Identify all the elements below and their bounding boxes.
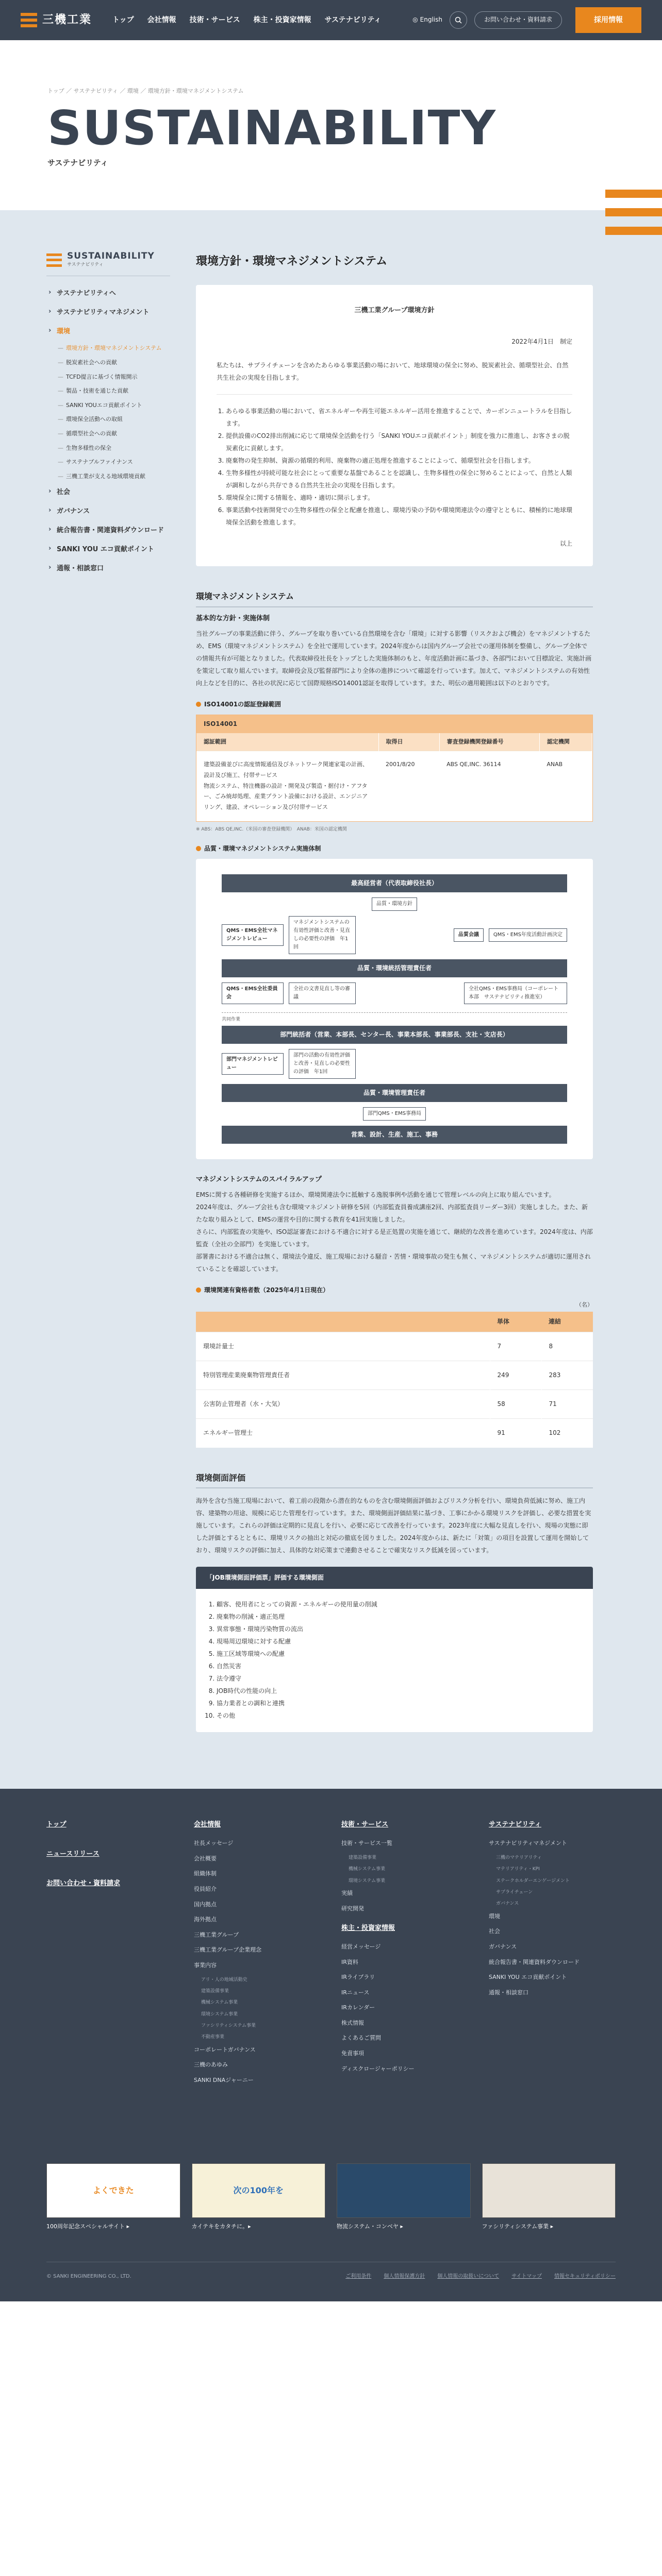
footer-banner[interactable] [192, 2163, 326, 2231]
cert-cell: 283 [541, 1361, 593, 1390]
org-committee-note: 全社の文書見直し等の審議 [289, 982, 356, 1004]
banner-image: よくできた [46, 2163, 180, 2218]
policy-item: 1. あらゆる事業活動の場において、省エネルギーや再生可能エネルギー活用を推進することで、カーボンニュートラルを目指します。 [226, 405, 572, 430]
banner-caption: 100周年記念スペシャルサイト ▸ [46, 2223, 130, 2230]
cert-table [196, 1312, 593, 1448]
org-dept-label: 共同作業 [222, 1017, 241, 1023]
footer-legal-link[interactable]: 情報セキュリティポリシー [554, 2274, 616, 2280]
iso-cell-date: 2001/8/20 [378, 751, 439, 821]
cert-cell: 公害防止管理者（水・大気） [196, 1390, 490, 1419]
footer-sublink[interactable]: ガバナンス [496, 1901, 519, 1907]
iso-col-accreditor: 認定機関 [539, 733, 592, 751]
footer-link[interactable]: 株式情報 [341, 2019, 364, 2026]
org-heading: 品質・環境マネジメントシステム実施体制 [196, 844, 593, 854]
sidebar-title-text: SUSTAINABILITY [67, 251, 155, 261]
footer-sublink[interactable]: 建築設備事業 [349, 1855, 377, 1860]
sidebar-link[interactable]: — 環境方針・環境マネジメントシステム [46, 341, 170, 355]
footer-link[interactable]: IRライブラリ [341, 1974, 375, 1981]
cert-cell: 8 [541, 1332, 593, 1361]
footer-sublink[interactable]: 建築設備事業 [201, 1988, 229, 1994]
sidebar-link[interactable]: — 製品・技術を通じた貢献 [46, 384, 170, 398]
inquiry-button[interactable]: お問い合わせ・資料請求 [474, 11, 562, 28]
footer-link[interactable]: SANKI YOU エコ貢献ポイント [489, 1974, 567, 1981]
content-area [0, 210, 662, 1789]
eval-list [196, 1589, 593, 1732]
footer-link[interactable]: 研究開発 [341, 1905, 364, 1912]
copyright: © SANKI ENGINEERING CO., LTD. [46, 2274, 131, 2280]
footer-link[interactable]: 実績 [341, 1889, 353, 1896]
recruit-button[interactable]: 採用情報 [575, 7, 641, 33]
footer-sublink[interactable]: 環境システム事業 [201, 2011, 238, 2017]
footer-link[interactable]: 社会 [489, 1928, 500, 1935]
footer-main-link[interactable]: お問い合わせ・資料請求 [46, 1879, 121, 1887]
sidebar-item [46, 483, 170, 502]
sidebar-item [46, 427, 170, 441]
sidebar-item [46, 303, 170, 323]
org-dept-review-note: 部門の活動の有効性評価と改善・見直しの必要性の評価 年1回 [289, 1049, 356, 1079]
nav-top[interactable]: トップ [112, 15, 134, 24]
sidebar-link[interactable]: › 社会 [46, 483, 170, 502]
iso-table [196, 715, 593, 822]
footer-link[interactable]: 経営メッセージ [341, 1943, 381, 1950]
footer-link[interactable]: ガバナンス [489, 1943, 517, 1950]
footer-banner[interactable] [46, 2163, 180, 2231]
footer-col-title[interactable]: 会社情報 [194, 1821, 221, 1829]
cert-cell: 91 [490, 1419, 541, 1448]
sidebar-title [46, 251, 170, 276]
sidebar-link[interactable]: — 循環型社会への貢献 [46, 427, 170, 441]
footer-link[interactable]: 三機工業グループ企業理念 [194, 1946, 262, 1954]
iso-note: ※ ABS：ABS QE,INC.（米国の審査登録機関） ANAB：米国の認定機関 [196, 827, 347, 833]
logo[interactable] [21, 11, 92, 29]
hero-title: SUSTAINABILITY [47, 100, 497, 156]
footer-sublink[interactable]: マテリアリティ・KPI [496, 1867, 540, 1872]
spiral-text: EMSに関する各種研修を実施するほか、環境関連法令に抵触する逸脱事例や活動を通じて管理レベルの向上に取り組んでいます。 2024年度は、グループ会社も含む環境マネジメント研修を5回（内部監査員養成講座2回、内部監査員リーダー3回）実施しました。また、新たな取り組みとして、EMSの運営や目的に関する教育を41回実施しました。 さらに、内部監査の実施や、ISO認証審査における不適合に対する是正処置の実施を通じて、継続的な改善を進めています。2024年度は、内部監査（全社の全部門）を実施しています。 部署書における不適合は無く、環境法令違反、施工現場における騒音・苦情・環境事故の発生も無く、マネジメントシステムが適切に運用されていることを確認しています。 [196, 1191, 593, 1273]
eval-item: 9. 協力業者との調和と連携 [217, 1697, 583, 1709]
iso-col-date: 取得日 [378, 733, 439, 751]
footer-link[interactable]: 組織体制 [194, 1870, 217, 1877]
page-title: 環境方針・環境マネジメントシステム [196, 255, 388, 268]
sidebar-link[interactable]: — 環境保全活動への取組 [46, 412, 170, 427]
eval-heading: 環境側面評価 [196, 1471, 593, 1489]
search-icon [455, 16, 462, 24]
breadcrumb: トップ ／ サステナビリティ ／ 環境 ／ 環境方針・環境マネジメントシステム [47, 88, 244, 94]
footer-sublink[interactable]: 不動産事業 [201, 2035, 225, 2040]
footer-legal-link[interactable]: 個人情報の取扱いについて [437, 2274, 500, 2280]
sidebar-link[interactable]: › 通報・相談窓口 [46, 560, 170, 579]
org-chart [196, 859, 593, 1159]
eval-item: 6. 自然災害 [217, 1660, 583, 1672]
footer-sublink[interactable]: 三機のマテリアリティ [496, 1855, 542, 1860]
policy-title: 三機工業グループ環境方針 [354, 307, 435, 315]
footer-sublink[interactable]: アリ・人の地域活動史 [201, 1977, 247, 1982]
footer-col-company [194, 1820, 321, 2091]
sidebar-item [46, 502, 170, 521]
sidebar-link[interactable]: › 統合報告書・関連資料ダウンロード [46, 521, 170, 540]
org-dept-office: 部門QMS・EMS事務局 [363, 1107, 426, 1121]
footer-link[interactable]: よくあるご質問 [341, 2035, 381, 2042]
nav-company[interactable]: 会社情報 [147, 15, 176, 24]
cert-col-header: 単体 [490, 1312, 541, 1332]
eval-item: 1. 顧客、使用者にとっての資源・エネルギーの使用量の削減 [217, 1598, 583, 1611]
sidebar-item [46, 370, 170, 384]
sidebar-nav [46, 284, 170, 578]
policy-list [226, 405, 572, 529]
sidebar [46, 251, 170, 1732]
site-header [0, 0, 662, 40]
ems-heading: 環境マネジメントシステム [196, 590, 593, 607]
footer-link[interactable]: 会社概要 [194, 1855, 217, 1862]
eval-item: 5. 施工区域等環境への配慮 [217, 1648, 583, 1660]
banner-caption: 物流システム・コンベヤ ▸ [337, 2223, 403, 2230]
sidebar-link[interactable]: — SANKI YOUエコ貢献ポイント [46, 398, 170, 413]
sidebar-item [46, 412, 170, 427]
sidebar-item [46, 323, 170, 342]
ems-subheading: 基本的な方針・実施体制 [196, 614, 270, 622]
footer-legal-links [345, 2273, 616, 2281]
org-review-note: マネジメントシステムの有効性評価と改善・見直しの必要性の評価 年1回 [289, 916, 356, 954]
banner-image: 次の100年を [192, 2163, 326, 2218]
org-council: 品質会議 [454, 928, 484, 942]
sidebar-link[interactable]: — TCFD提言に基づく情報開示 [46, 370, 170, 384]
footer-banners [46, 2163, 616, 2231]
sidebar-link[interactable]: › 環境 [46, 323, 170, 342]
cert-cell: 7 [490, 1332, 541, 1361]
globe-icon: ◎ [412, 16, 418, 24]
page-hero [0, 40, 662, 210]
logo-mark-icon [21, 13, 37, 27]
footer-link[interactable]: 免責事項 [341, 2050, 364, 2057]
policy-card [196, 285, 593, 566]
iso-table-label: ISO14001 [196, 715, 592, 733]
policy-item: 3. 廃棄物の発生抑制、資源の循環的利用、廃棄物の適正処理を推進することによって、循環型社会を目指します。 [226, 454, 572, 467]
footer-link[interactable]: 環境 [489, 1912, 500, 1920]
cert-cell: 102 [541, 1419, 593, 1448]
eval-item: 4. 現場周辺環境に対する配慮 [217, 1635, 583, 1648]
org-mid: 品質・環境統括管理責任者 [222, 959, 567, 977]
sidebar-item [46, 560, 170, 579]
footer-sublink[interactable]: ファシリティシステム事業 [201, 2023, 256, 2029]
cert-cell: 249 [490, 1361, 541, 1390]
iso-cell-registrar: ABS QE,INC. 36114 [439, 751, 539, 821]
footer-link[interactable]: ディスクロージャーポリシー [341, 2065, 415, 2072]
footer-link[interactable]: IRカレンダー [341, 2004, 375, 2011]
eval-item: 7. 法令遵守 [217, 1672, 583, 1685]
footer-link[interactable]: IR資料 [341, 1958, 358, 1965]
policy-item: 5. 環境保全に関する情報を、適時・適切に開示します。 [226, 492, 572, 504]
footer-link[interactable]: 三機のあゆみ [194, 2061, 228, 2069]
org-dept: 部門統括者（営業、本部長、センター長、事業本部長、事業部長、支社・支店長） [222, 1026, 567, 1044]
eval-item: 8. JOB時代の性能の向上 [217, 1685, 583, 1697]
sidebar-item [46, 540, 170, 560]
footer-main-link[interactable]: トップ [46, 1821, 67, 1829]
eval-item: 2. 廃棄物の削減・適正処理 [217, 1611, 583, 1623]
footer-sublink[interactable]: サプライチェーン [496, 1889, 533, 1895]
hero-subtitle: サステナビリティ [47, 158, 108, 167]
language-label: English [420, 16, 442, 24]
cert-col-header: 連結 [541, 1312, 593, 1332]
banner-caption: カイテキをカタチに。▸ [191, 2223, 251, 2230]
eval-text: 海外を含む当施工現場において、着工前の段階から潜在的なものを含む環境側面評価およびリスク分析を行い、環境負荷低減に努め、施工内容、建築物の用途、規模に応じた管理を行っています。また、環境側面評価結果に基づき、工事にかかる環境リスクを評価し、必要な措置を実施しています。これらの評価は定期的に見直しを行い、必要に応じて改善を行っています。2023年度に大幅な見直しを行い、現場の実態に即した評価とするとともに、環境リスクの抽出と対応の徹底を図りました。2024年度からは、新たに「対策」の項目を設置して運用を開始しており、環境リスクの評価に加え、具体的な対応策まで連動させることで確実なリスク低減を図っています。 [196, 1497, 591, 1554]
org-office: 全社QMS・EMS事務局（コーポレート本部 サステナビリティ推進室） [464, 982, 567, 1004]
eval-box [196, 1567, 593, 1732]
org-bottom: 営業、設計、生産、施工、事務 [222, 1126, 567, 1144]
footer-col-title[interactable]: 技術・サービス [341, 1821, 389, 1829]
org-council-note: QMS・EMS年度活動計画決定 [489, 928, 567, 942]
org-committee: QMS・EMS全社委員会 [222, 982, 284, 1004]
sidebar-item [46, 469, 170, 484]
sidebar-item [46, 341, 170, 355]
nav-sustainability[interactable]: サステナビリティ [324, 15, 382, 24]
footer-link[interactable]: 事業内容 [194, 1961, 217, 1969]
footer-col-main [46, 1820, 173, 2091]
site-footer [0, 1789, 662, 2301]
sidebar-item [46, 284, 170, 303]
sidebar-link[interactable]: — 脱炭素社会への貢献 [46, 355, 170, 370]
sidebar-item [46, 384, 170, 398]
sidebar-item [46, 398, 170, 413]
cert-unit: （名） [576, 1301, 593, 1309]
iso-col-scope: 認証範囲 [196, 733, 378, 751]
sidebar-link[interactable]: — サステナブルファイナンス [46, 455, 170, 469]
footer-col-title[interactable]: 株主・投資家情報 [341, 1924, 395, 1933]
footer-banner[interactable] [337, 2163, 471, 2231]
cert-cell: 71 [541, 1390, 593, 1419]
footer-link[interactable]: 海外拠点 [194, 1916, 217, 1923]
search-button[interactable] [450, 11, 467, 29]
cert-col-header [196, 1312, 490, 1332]
header-utility [412, 7, 641, 33]
sidebar-link[interactable]: — 三機工業が支える地域環境貢献 [46, 469, 170, 484]
footer-link[interactable]: コーポレートガバナンス [194, 2046, 256, 2053]
footer-link[interactable]: サステナビリティマネジメント [489, 1840, 567, 1847]
org-review: QMS・EMS全社マネジメントレビュー [222, 924, 284, 946]
policy-item: 2. 提供設備のCO2排出削減に応じて環境保全活動を行う「SANKI YOUエコ貢献ポイント」制度を強力に推進し、お客さまの脱炭素化に貢献します。 [226, 430, 572, 454]
footer-link[interactable]: 役員紹介 [194, 1885, 217, 1892]
policy-intro: 私たちは、サプライチェーンを含めたあらゆる事業活動の場において、地球環境の保全に努め、脱炭素社会、循環型社会、自然共生社会の実現を目指します。 [217, 362, 569, 382]
iso-cell-scope: 建築設備並びに高度情報通信及びネットワーク関連家電の計画、設計及び施工、付帯サービス 物流システム、特注機器の設計・開発及び製造・据付け・アフター、ごみ焼却処理、産業プラント設備における設計、エンジニアリング、建設、オペレーション及び付帯サービス [196, 751, 378, 821]
iso-col-registrar: 審査登録機関登録番号 [439, 733, 539, 751]
footer-link[interactable]: IRニュース [341, 1989, 370, 1996]
org-manager: 品質・環境管理責任者 [222, 1084, 567, 1102]
eval-item: 3. 異常事態・環境汚染物質の流出 [217, 1623, 583, 1635]
cert-cell: 58 [490, 1390, 541, 1419]
org-divider [222, 1012, 567, 1013]
footer-sublink[interactable]: 環境システム事業 [349, 1878, 386, 1884]
iso-cell-accreditor: ANAB [539, 751, 592, 821]
policy-signature: 以上 [559, 540, 572, 548]
policy-item: 4. 生物多様性が持続可能な社会にとって重要な基盤であることを認識し、生物多様性の保全に努めることによって、自然と人類が調和しながら共存できる自然共生社会の実現を目指します。 [226, 467, 572, 492]
main-content [196, 251, 593, 1732]
policy-item: 6. 事業活動や技術開発での生物多様性の保全と配慮を推進し、環境汚染の予防や環境関連法令の遵守とともに、積極的に地球環境保全活動を推進します。 [226, 504, 572, 529]
cert-row [196, 1361, 593, 1390]
footer-col-technology [341, 1820, 468, 2091]
footer-sublink[interactable]: ステークホルダーエンゲージメント [496, 1878, 570, 1884]
footer-sublink[interactable]: 機械システム事業 [349, 1867, 386, 1872]
sidebar-item [46, 441, 170, 455]
footer-banner[interactable] [482, 2163, 616, 2231]
sidebar-logo-icon [46, 253, 62, 267]
sidebar-link[interactable]: › SANKI YOU エコ貢献ポイント [46, 540, 170, 560]
decorative-stripes [605, 190, 662, 245]
footer-bottom [46, 2262, 616, 2281]
sidebar-link[interactable]: — 生物多様性の保全 [46, 441, 170, 455]
sidebar-item [46, 455, 170, 469]
footer-link[interactable]: 社長メッセージ [194, 1840, 234, 1847]
eval-item: 10. その他 [217, 1709, 583, 1722]
footer-link[interactable]: 国内拠点 [194, 1901, 217, 1908]
iso-heading: ISO14001の認証登録範囲 [196, 700, 593, 709]
language-link[interactable] [412, 15, 442, 25]
footer-link[interactable]: 三機工業グループ [194, 1931, 239, 1938]
footer-col-title[interactable]: サステナビリティ [489, 1821, 541, 1829]
banner-image [337, 2163, 471, 2218]
footer-main-link[interactable]: ニュースリリース [46, 1850, 100, 1858]
banner-caption: ファシリティシステム事業 ▸ [482, 2223, 554, 2230]
footer-col-sustainability [489, 1820, 616, 2091]
sidebar-link[interactable]: › サステナビリティマネジメント [46, 303, 170, 323]
global-nav [112, 14, 381, 26]
footer-legal-link[interactable]: ご利用条件 [345, 2274, 372, 2280]
footer-link[interactable]: SANKI DNAジャーニー [194, 2077, 254, 2084]
cert-heading: 環境関連有資格者数（2025年4月1日現在） [196, 1285, 593, 1295]
footer-legal-link[interactable]: サイトマップ [511, 2274, 542, 2280]
eval-box-title: 「JOB環境側面評価票」評価する環境側面 [196, 1567, 593, 1589]
cert-row [196, 1419, 593, 1448]
org-dept-review: 部門マネジメントレビュー [222, 1053, 284, 1075]
sidebar-link[interactable]: › サステナビリティへ [46, 284, 170, 303]
footer-link[interactable]: 統合報告書・関連資料ダウンロード [489, 1958, 580, 1965]
sidebar-item [46, 355, 170, 370]
footer-legal-link[interactable]: 個人情報保護方針 [384, 2274, 425, 2280]
ems-text: 当社グループの事業活動に伴う、グループを取り巻いている自然環境を含む「環境」に対する影響（リスクおよび機会）をマネジメントするため、EMS（環境マネジメントシステム）を全社で運用しています。2024年度からは国内グループ会社での運用体制を整備し、グループ全体での情報共有が可能となりました。代表取締役社長をトップとした実施体制のもと、年度活動計画に基づき、各部門において目標設定、実施計画を策定して取り組んでいます。取締役会及び監督部門により全体の進捗について確認を行っています。加えて、マネジメントシステムの有効性向上などを目的に、各社の状況に応じて国際規格ISO14001認証を取得しています。また、明伝の適用範囲は以下のとおりです。 [196, 630, 592, 687]
nav-technology[interactable]: 技術・サービス [189, 15, 240, 24]
banner-image [482, 2163, 616, 2218]
cert-row [196, 1332, 593, 1361]
footer-link[interactable]: 通報・相談窓口 [489, 1989, 528, 1996]
org-policy: 品質・環境方針 [372, 897, 417, 911]
sidebar-link[interactable]: › ガバナンス [46, 502, 170, 521]
cert-row [196, 1390, 593, 1419]
spiral-heading: マネジメントシステムのスパイラルアップ [196, 1176, 322, 1184]
org-top: 最高経営者（代表取締役社長） [222, 874, 567, 892]
logo-text: 三機工業 [42, 13, 92, 27]
footer-sublink[interactable]: 機械システム事業 [201, 2000, 238, 2006]
cert-cell: 特別管理産業廃棄物管理責任者 [196, 1361, 490, 1390]
sidebar-subtitle: サステナビリティ [67, 262, 104, 267]
nav-ir[interactable]: 株主・投資家情報 [253, 15, 311, 24]
footer-link[interactable]: 技術・サービス一覧 [341, 1840, 392, 1847]
cert-cell: エネルギー管理士 [196, 1419, 490, 1448]
sidebar-item [46, 521, 170, 540]
cert-cell: 環境計量士 [196, 1332, 490, 1361]
policy-date: 2022年4月1日 制定 [511, 337, 572, 345]
